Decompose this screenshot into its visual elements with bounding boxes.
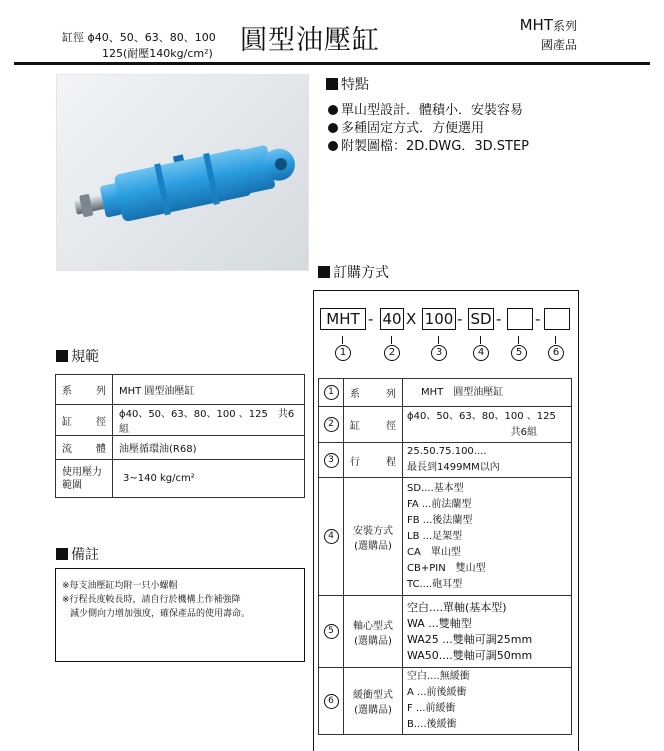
feature-item: 單山型設計．體積小．安裝容易 (328, 102, 529, 120)
code-separator: - (535, 310, 541, 328)
heading-square-icon (56, 548, 68, 560)
feature-item: 多種固定方式．方便選用 (328, 120, 529, 138)
code-number: 6 (548, 345, 564, 361)
table-row (319, 379, 572, 407)
order-table (318, 378, 572, 735)
code-tick (438, 336, 439, 344)
heading-square-icon (318, 266, 330, 278)
code-number: 5 (511, 345, 527, 361)
remark-line: ※行程長度較長時，請自行於機構上作補強降 (62, 595, 241, 605)
table-row (56, 436, 305, 460)
row-value: FB ...後法蘭型 (407, 514, 473, 526)
row-key: 系 列 (344, 379, 403, 407)
code-cushion-box (544, 308, 570, 330)
code-number: 2 (384, 345, 400, 361)
bore-summary-line1: 缸徑 ϕ40、50、63、80、100 (62, 31, 216, 44)
spec-key: 系 列 (56, 375, 113, 405)
row-value: WA25 ...雙軸可調25mm (407, 632, 533, 646)
origin-label: 國產品 (540, 38, 577, 52)
bore-summary (62, 30, 216, 62)
code-stroke-box: 100 (422, 308, 456, 330)
features-heading: 特點 (326, 74, 369, 94)
spec-key: 缸 徑 (56, 405, 113, 436)
row-key: 行 程 (344, 443, 403, 478)
row-value: TC....砲耳型 (407, 578, 463, 590)
code-mount-box: SD (468, 308, 494, 330)
page-title: 圓型油壓缸 (240, 25, 380, 56)
row-value: SD....基本型 (407, 482, 464, 494)
remarks-heading: 備註 (56, 544, 99, 564)
remarks-box (55, 568, 305, 662)
bullet-icon (328, 105, 338, 115)
code-separator: - (457, 310, 463, 328)
bore-summary-line2: 125(耐壓140kg/cm²) (102, 47, 213, 60)
row-number: 5 (324, 624, 339, 639)
code-tick (342, 336, 343, 344)
row-value: MHT 圓型油壓缸 (421, 386, 504, 398)
code-shaft-box (507, 308, 533, 330)
row-value: WA ...雙軸型 (407, 616, 472, 630)
bullet-icon (328, 141, 338, 151)
code-separator: - (496, 310, 502, 328)
heading-square-icon (326, 78, 338, 90)
code-separator: - (368, 310, 374, 328)
table-row (319, 443, 572, 478)
hydraulic-cylinder-image (57, 75, 308, 270)
spec-value: 3~140 kg/cm² (113, 460, 305, 498)
series-suffix: 系列 (552, 19, 577, 33)
row-value: CB+PIN 雙山型 (407, 562, 486, 574)
table-row (319, 596, 572, 668)
header-divider (14, 62, 650, 65)
table-row (56, 405, 305, 436)
row-key: 缸 徑 (344, 407, 403, 443)
table-row (319, 407, 572, 443)
row-value: 25.50.75.100.... (407, 446, 487, 457)
row-value: F ...前緩衝 (407, 703, 456, 714)
row-key: 軸心型式(選購品) (344, 596, 403, 668)
code-number: 1 (335, 345, 351, 361)
product-photo (56, 74, 309, 271)
row-value: 空白....單軸(基本型) (407, 600, 507, 614)
row-key: 緩衝型式(選購品) (344, 668, 403, 735)
order-heading: 訂購方式 (318, 262, 389, 282)
series-block (507, 16, 577, 53)
series-label (507, 16, 577, 34)
spec-value: MHT 圓型油壓缸 (113, 375, 305, 405)
table-row (319, 478, 572, 596)
code-number: 3 (431, 345, 447, 361)
code-tick (480, 336, 481, 344)
spec-value: ϕ40、50、63、80、100 、125 共6組 (113, 405, 305, 436)
code-bore-box: 40 (380, 308, 404, 330)
spec-value: 油壓循環油(R68) (113, 436, 305, 460)
row-value: 共6組 (510, 426, 537, 438)
row-number: 1 (324, 385, 339, 400)
code-series-box: MHT (320, 308, 366, 330)
code-tick (555, 336, 556, 344)
spec-table (55, 374, 305, 498)
spec-key: 流 體 (56, 436, 113, 460)
table-row (56, 375, 305, 405)
row-value: LB ...足架型 (407, 530, 463, 542)
bullet-icon (328, 123, 338, 133)
row-number: 3 (324, 453, 339, 468)
row-value: CA 單山型 (407, 546, 461, 558)
row-number: 4 (324, 529, 339, 544)
row-value: WA50....雙軸可調50mm (407, 648, 533, 662)
row-value: B....後緩衝 (407, 719, 457, 730)
remark-line: ※每支油壓缸均附一只小螺帽 (62, 581, 178, 591)
code-tick (391, 336, 392, 344)
features-list (328, 102, 529, 156)
row-value: A ...前後緩衝 (407, 687, 467, 698)
series-code: MHT (519, 16, 553, 34)
table-row (56, 460, 305, 498)
row-number: 2 (324, 417, 339, 432)
row-value: 最長到1499MM以內 (407, 462, 500, 473)
remark-line: 減少側向力增加強度，確保產品的使用壽命。 (70, 609, 251, 619)
spec-key: 使用壓力範圍 (56, 460, 113, 498)
spec-heading: 規範 (56, 346, 99, 366)
row-value: 空白....無緩衝 (407, 671, 470, 682)
row-value: ϕ40、50、63、80、100 、125 (407, 410, 556, 422)
table-row (319, 668, 572, 735)
feature-item: 附製圖檔：2D.DWG．3D.STEP (328, 138, 529, 156)
code-number: 4 (473, 345, 489, 361)
heading-square-icon (56, 350, 68, 362)
row-value: FA ...前法蘭型 (407, 498, 472, 510)
row-number: 6 (324, 694, 339, 709)
code-separator: X (406, 310, 417, 328)
code-tick (518, 336, 519, 344)
row-key: 安裝方式(選購品) (344, 478, 403, 596)
